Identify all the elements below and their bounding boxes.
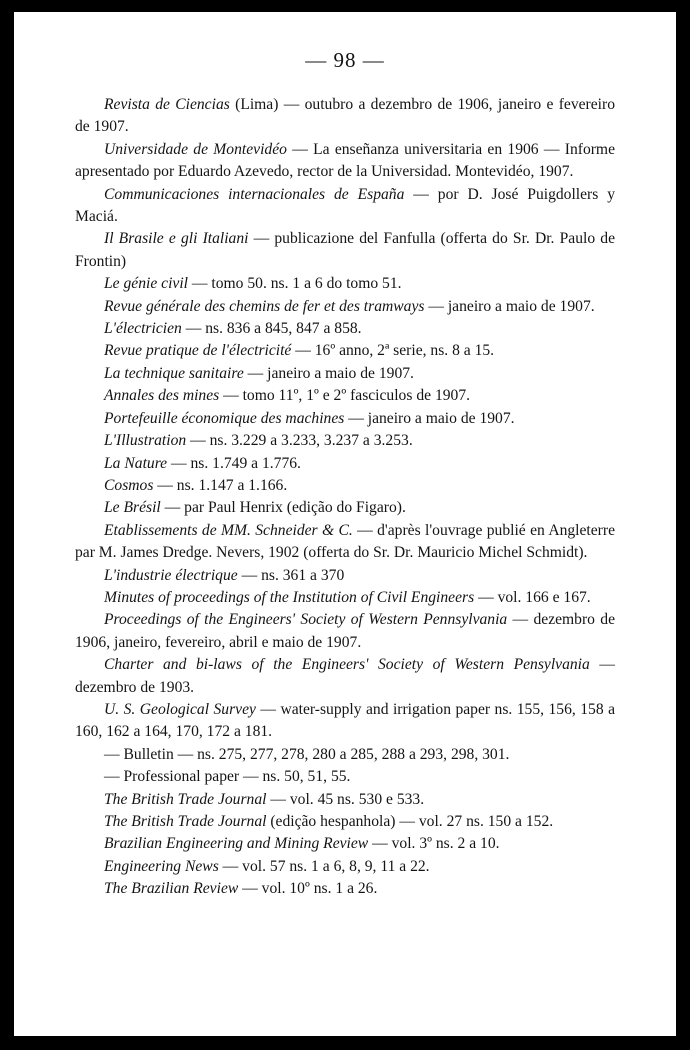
bibliography-entry [75, 94, 615, 139]
entry-title: Communicaciones internacionales de España [104, 185, 405, 203]
entry-title: Portefeuille économique des machines [104, 409, 345, 427]
bibliography-entry [75, 430, 615, 452]
entry-title: Charter and bi-laws of the Engineers' Society of Western Pensylvania [104, 656, 590, 674]
entry-details: — 16º anno, 2ª serie, ns. 8 a 15. [291, 342, 495, 360]
entry-title: Universidade de Montevidéo [104, 140, 287, 158]
entry-details: — ns. 836 a 845, 847 a 858. [181, 320, 362, 338]
entry-title: Minutes of proceedings of the Institution of Civil Engineers [104, 588, 475, 606]
entry-details: — ns. 3.229 a 3.233, 3.237 a 3.253. [186, 432, 413, 450]
entry-title: Revue pratique de l'électricité [104, 342, 292, 360]
entry-title: The Brazilian Review [104, 880, 239, 898]
entry-title: U. S. Geological Survey [104, 700, 256, 718]
bibliography-entry [75, 318, 615, 340]
bibliography-entry [75, 475, 615, 497]
entry-details: (edição hespanhola) — vol. 27 ns. 150 a 152. [266, 813, 554, 830]
entry-details: — La enseñanza universitaria en 1906 — Informe apresentado por Eduardo Azevedo, rector de la Universidad. Montevidéo, 1907. [75, 140, 615, 181]
page-number: — 98 — [305, 48, 385, 72]
entry-details: — ns. 1.749 a 1.776. [167, 454, 301, 472]
entry-title: Engineering News [104, 857, 219, 875]
entry-details: — vol. 3º ns. 2 a 10. [368, 835, 500, 853]
entry-title: L'industrie électrique [104, 566, 238, 584]
bibliography-entry [75, 520, 615, 565]
entry-title: La technique sanitaire [104, 364, 244, 382]
entry-details: — ns. 361 a 370 [237, 566, 345, 584]
bibliography-entry [75, 273, 615, 295]
entry-details: — janeiro a maio de 1907. [243, 364, 414, 382]
bibliography-entry [75, 878, 615, 900]
entry-title: Brazilian Engineering and Mining Review [104, 835, 369, 853]
bibliography-entry [75, 699, 615, 744]
entry-details: — ns. 1.147 a 1.166. [153, 476, 288, 494]
entry-details: — par Paul Henrix (edição do Figaro). [160, 499, 406, 517]
entry-title: L'Illustration [104, 432, 187, 450]
entry-title: Annales des mines [104, 387, 220, 405]
entry-details: — dezembro de 1903. [75, 656, 615, 696]
entry-details: — dezembro de 1906, janeiro, fevereiro, abril e maio de 1907. [75, 611, 616, 651]
entry-title: Proceedings of the Engineers' Society of Western Pennsylvania [104, 611, 508, 629]
entry-title: La Nature [104, 454, 168, 472]
bibliography-entry [75, 565, 615, 587]
bibliography-entry [75, 363, 615, 385]
bibliography-entry [75, 228, 615, 273]
entry-details: — vol. 166 e 167. [474, 588, 591, 606]
entry-details: — tomo 50. ns. 1 a 6 do tomo 51. [188, 275, 402, 293]
entry-title: Cosmos [104, 476, 154, 494]
bibliography-entry [75, 609, 615, 654]
entry-details: — d'après l'ouvrage publié en Angleterre par M. James Dredge. Nevers, 1902 (offerta do Sr. Dr. Mauricio Michel Schmidt). [75, 521, 615, 562]
bibliography-entry [75, 833, 615, 855]
entry-title: The British Trade Journal [104, 813, 267, 830]
bibliography-entry [75, 184, 615, 229]
bibliography-entry [75, 856, 615, 878]
entry-details: — janeiro a maio de 1907. [344, 409, 515, 427]
entry-details: — vol. 45 ns. 530 e 533. [266, 790, 425, 808]
bibliography-entry [75, 497, 615, 519]
entry-title: Etablissements de MM. Schneider & C. [104, 521, 353, 539]
entry-details: — water-supply and irrigation paper ns. 155, 156, 158 a 160, 162 a 164, 170, 172 a 181. [75, 700, 615, 741]
entry-title: The British Trade Journal [104, 790, 267, 808]
bibliography-entry [75, 766, 615, 788]
bibliography-entry [75, 385, 615, 407]
entry-title: Revista de Ciencias [104, 96, 230, 113]
bibliography-entry [75, 744, 615, 766]
bibliography-entry [75, 811, 615, 833]
entry-title: Revue générale des chemins de fer et des tramways [104, 297, 425, 315]
entry-details: — vol. 10º ns. 1 a 26. [238, 880, 378, 898]
entry-details: — tomo 11º, 1º e 2º fasciculos de 1907. [219, 387, 471, 405]
bibliography-entry [75, 340, 615, 362]
bibliography-entry [75, 296, 615, 318]
bibliography-entry [75, 789, 615, 811]
entry-title: Il Brasile e gli Italiani [104, 230, 249, 248]
bibliography-entry [75, 408, 615, 430]
entry-details: — janeiro a maio de 1907. [424, 297, 595, 315]
entry-title: L'électricien [104, 320, 182, 338]
bibliography-entry [75, 587, 615, 609]
entry-details: — por D. José Puigdollers y Maciá. [75, 185, 615, 226]
bibliography-entry [75, 654, 615, 699]
entry-title: Le Brésil [104, 499, 161, 517]
entry-details: — publicazione del Fanfulla (offerta do Sr. Dr. Paulo de Frontin) [75, 230, 615, 270]
entry-details: (Lima) — outubro a dezembro de 1906, janeiro e fevereiro de 1907. [75, 96, 615, 136]
bibliography-entry [75, 453, 615, 475]
bibliography-entry [75, 139, 615, 184]
book-page [14, 12, 676, 1036]
entry-title: Le génie civil [104, 275, 188, 293]
entry-details: — Professional paper — ns. 50, 51, 55. [104, 768, 351, 786]
entry-details: — Bulletin — ns. 275, 277, 278, 280 a 285, 288 a 293, 298, 301. [104, 745, 510, 763]
entry-details: — vol. 57 ns. 1 a 6, 8, 9, 11 a 22. [218, 857, 430, 875]
bibliography-list [75, 94, 615, 901]
